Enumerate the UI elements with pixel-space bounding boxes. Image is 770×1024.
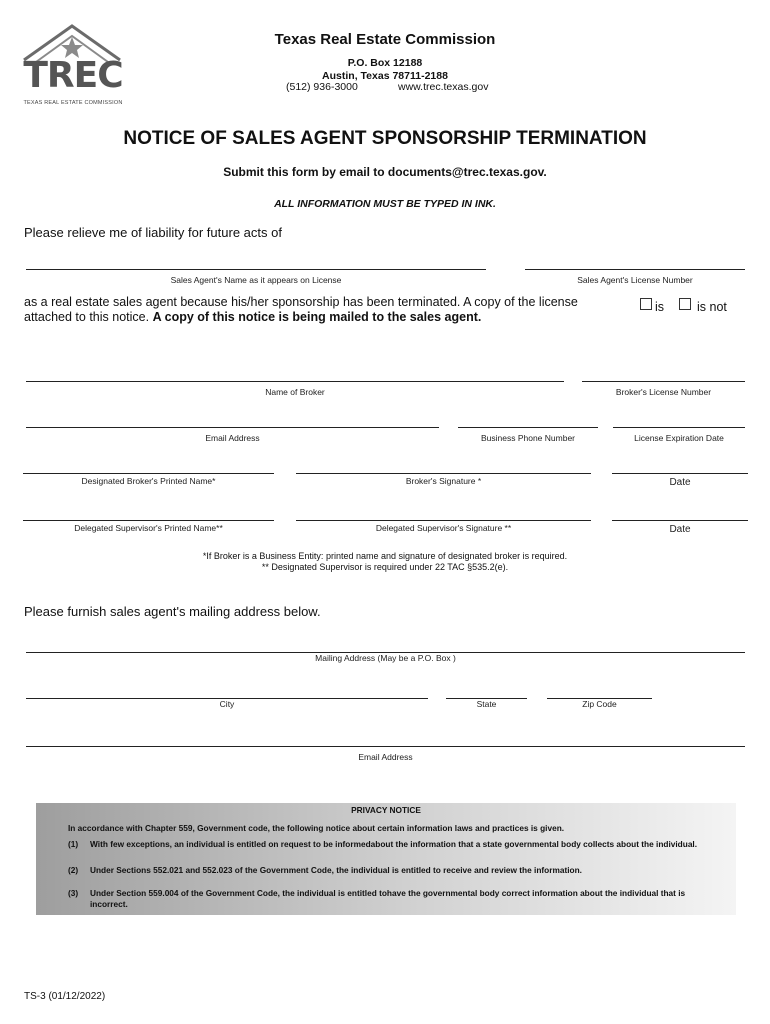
- broker-signature-label: Broker's Signature *: [405, 476, 482, 486]
- logo-subtext: TEXAS REAL ESTATE COMMISSION: [23, 100, 123, 106]
- org-name: Texas Real Estate Commission: [274, 31, 496, 48]
- date1-line[interactable]: [612, 473, 748, 474]
- privacy-item-number: (2): [68, 865, 79, 875]
- privacy-title: PRIVACY NOTICE: [351, 805, 421, 815]
- license-exp-label: License Expiration Date: [634, 433, 724, 443]
- business-phone-line[interactable]: [458, 427, 598, 428]
- agent-email-label: Email Address: [358, 752, 413, 762]
- broker-license-label: Broker's License Number: [615, 387, 712, 397]
- relieve-text: Please relieve me of liability for future acts of: [24, 225, 282, 240]
- is-checkbox[interactable]: [640, 298, 652, 310]
- designated-broker-line[interactable]: [23, 473, 274, 474]
- delegated-signature-label: Delegated Supervisor's Signature **: [375, 523, 512, 533]
- business-phone-label: Business Phone Number: [480, 433, 576, 443]
- agent-email-line[interactable]: [26, 746, 745, 747]
- broker-name-line[interactable]: [26, 381, 564, 382]
- submit-note: Submit this form by email to documents@trec.texas.gov.: [223, 165, 547, 179]
- privacy-item-text: With few exceptions, an individual is entitled on request to be informedabout the information that a state governmental body collects about the individual.: [90, 839, 698, 849]
- statement-line2-bold: A copy of this notice is being mailed to the sales agent.: [152, 310, 482, 324]
- is-not-checkbox[interactable]: [679, 298, 691, 310]
- form-id: TS-3 (01/12/2022): [24, 991, 106, 1002]
- delegated-signature-line[interactable]: [296, 520, 591, 521]
- is-not-label: is not: [697, 300, 727, 314]
- typed-note: ALL INFORMATION MUST BE TYPED IN INK.: [274, 198, 496, 210]
- date2-label: Date: [669, 524, 691, 535]
- website-link[interactable]: www.trec.texas.gov: [398, 81, 489, 93]
- is-label: is: [655, 300, 665, 314]
- phone-number: (512) 936-3000: [286, 81, 358, 93]
- city-label: City: [219, 699, 235, 709]
- agent-name-label: Sales Agent's Name as it appears on License: [170, 275, 342, 285]
- agent-license-line[interactable]: [525, 269, 745, 270]
- date1-label: Date: [669, 477, 691, 488]
- broker-license-line[interactable]: [582, 381, 745, 382]
- privacy-item-number: (3): [68, 888, 79, 898]
- mailing-prompt: Please furnish sales agent's mailing address below.: [24, 604, 321, 619]
- statement-line2: [24, 310, 481, 324]
- privacy-item-number: (1): [68, 839, 79, 849]
- delegated-supervisor-line[interactable]: [23, 520, 274, 521]
- email-line[interactable]: [26, 427, 439, 428]
- delegated-supervisor-label: Delegated Supervisor's Printed Name**: [74, 523, 223, 533]
- footnote-broker-entity: *If Broker is a Business Entity: printed name and signature of designated broker is required.: [202, 551, 568, 561]
- trec-logo: [22, 22, 124, 108]
- address-line2: Austin, Texas 78711-2188: [322, 70, 448, 82]
- footnote-designated-supervisor: ** Designated Supervisor is required under 22 TAC §535.2(e).: [261, 562, 509, 572]
- privacy-intro: In accordance with Chapter 559, Government code, the following notice about certain information laws and practices is given.: [68, 823, 565, 833]
- state-label: State: [476, 699, 497, 709]
- zip-label: Zip Code: [582, 699, 617, 709]
- mailing-address-label: Mailing Address (May be a P.O. Box ): [315, 653, 456, 663]
- email-label: Email Address: [205, 433, 260, 443]
- address-line1: P.O. Box 12188: [347, 57, 423, 69]
- date2-line[interactable]: [612, 520, 748, 521]
- agent-license-label: Sales Agent's License Number: [577, 275, 693, 285]
- statement-line2-plain: attached to this notice.: [24, 310, 150, 324]
- privacy-item-text: Under Sections 552.021 and 552.023 of the Government Code, the individual is entitled to receive and review the information.: [90, 865, 582, 875]
- privacy-notice: [36, 803, 736, 915]
- logo-wordmark: TREC: [23, 55, 123, 96]
- broker-name-label: Name of Broker: [265, 387, 325, 397]
- statement-line1: as a real estate sales agent because his/her sponsorship has been terminated. A copy of the license: [24, 295, 578, 309]
- page-title: NOTICE OF SALES AGENT SPONSORSHIP TERMINATION: [123, 128, 647, 149]
- agent-name-line[interactable]: [26, 269, 486, 270]
- privacy-item-text: Under Section 559.004 of the Government Code, the individual is entitled tohave the governmental body correct information about the individual that is incorrect.: [90, 888, 686, 909]
- broker-signature-line[interactable]: [296, 473, 591, 474]
- license-exp-line[interactable]: [613, 427, 745, 428]
- designated-broker-label: Designated Broker's Printed Name*: [81, 476, 216, 486]
